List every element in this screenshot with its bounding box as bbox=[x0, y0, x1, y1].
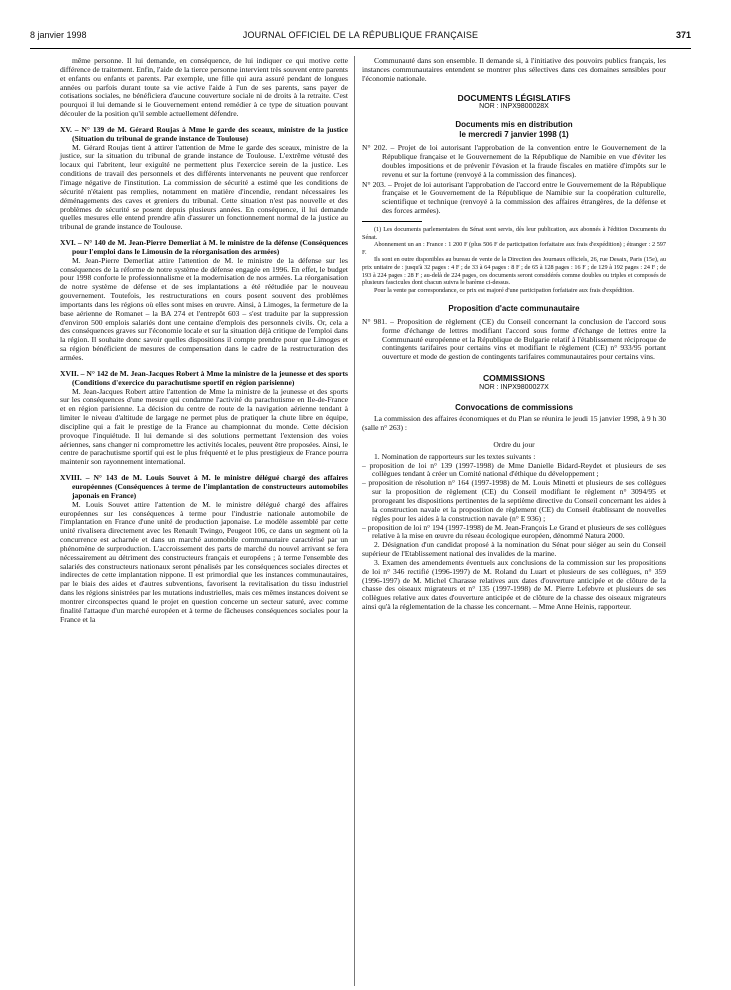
question-142-title: XVII. – N° 142 de M. Jean-Jacques Robert à Mme la ministre de la jeunesse et des sports (Conditions d'exercice du parachutisme sportif en région parisienne) bbox=[60, 368, 348, 387]
header-date: 8 janvier 1998 bbox=[30, 30, 87, 40]
question-143-body: M. Louis Souvet attire l'attention de M. le ministre délégué chargé des affaires européennes sur les conséquences à terme pour l'industrie nationale automobile de l'implantation en France d'une unité de production japonaise. Le modèle assemblé par cette unité rivalisera directement avec les Renault Twingo, Peugeot 106, ce dans un segment où la concurrence est acharnée et dans un marché automobile communautaire caractérisé par un phénomène de surproduction. L'accroissement des parts de marché du nouvel arrivant se fera nécessairement au détriment des constructeurs français et européens ; à terme l'ensemble des salariés des constructeurs nationaux seront pénalisés par les conséquences sociales directes et indirectes de cette implantation nippone. Il est primordial que les instances communautaires, par le biais des aides et d'autres subventions, favorisent la revitalisation du tissu industriel dans les régions sinistrées par les mutations industrielles, mais ces mêmes instances doivent se montrer circonspectes quand le projet en question concerne un secteur saturé, avec comme finalité l'attaque d'un marché européen et à terme de fâcheuses conséquences sociales pour la France et la bbox=[60, 499, 348, 624]
agenda-item-1a: – proposition de loi n° 139 (1997-1998) de Mme Danielle Bidard-Reydet et plusieurs de ses collègues tendant à créer un Comité national d'éthique du développement ; bbox=[362, 460, 666, 479]
footnote-separator bbox=[362, 221, 422, 222]
question-139-body: M. Gérard Roujas tient à attirer l'attention de Mme le garde des sceaux, ministre de la justice, sur la situation du tribunal de grande instance de Toulouse. L'extrême vétusté des locaux qui l'abritent, leur exiguïté ne permettent plus l'exercice serein de la justice. Les conditions de travail des personnels et des différents intervenants ne peuvent que renforcer l'image négative de l'institution. La commission de sécurité a estimé que les conditions de sécurité n'étaient pas remplies, notamment en matière d'incendie, rendant nécessaires les déménagements des caves et greniers du tribunal. Cette situation n'est pas nouvelle et des problèmes de sécurité se posent depuis plusieurs années. En conséquence, il lui demande quelles mesures elle entend prendre afin d'assurer un fonctionnement normal de la justice au tribunal de grande instance de Toulouse. bbox=[60, 142, 348, 232]
documents-nor: NOR : INPX9800028X bbox=[479, 103, 549, 111]
documents-subheading-1: Documents mis en distribution bbox=[455, 120, 573, 130]
question-140-body: M. Jean-Pierre Demerliat attire l'attention de M. le ministre de la défense sur les conséquences de la réforme de notre système de défense engagée en 1996. En effet, le budget pour 1998 conforte le professionnalisme et la modernisation de nos armées. La réorganisation de notre système de défense et de ses implantations a été réétudiée par le nouveau gouvernement. Toutefois, les restructurations en cours posent souvent des problèmes importants dans les régions où elles sont mises en œuvre. Ainsi, à Limoges, la fermeture de la base aérienne de Romanet – la BA 274 et l'entrepôt 603 – s'est traduite par la suppression d'environ 500 emplois salariés dont une centaine d'emplois des personnels civils. Or, cela a des conséquences graves sur l'économie locale et sur la situation déjà critique de l'emploi dans la région. Il souhaite donc savoir quelles dispositions il compte prendre pour que Limoges et sa région bénéficient de mesures de compensation dans le cadre de la restructuration des armées. bbox=[60, 255, 348, 362]
footnote-mail: Pour la vente par correspondance, ce prix est majoré d'une participation forfaitaire aux frais d'expédition. bbox=[374, 286, 634, 294]
agenda-item-2: 2. Désignation d'un candidat proposé à la nomination du Sénat pour siéger au sein du Conseil supérieur de l'Etablissement national des invalides de la marine. bbox=[362, 540, 666, 559]
documents-subheading-2: le mercredi 7 janvier 1998 (1) bbox=[459, 129, 569, 139]
footnote-1: (1) Les documents parlementaires du Sénat sont servis, dès leur publication, aux abonnés à l'édition Documents du Sénat. bbox=[362, 225, 666, 241]
page-number: 371 bbox=[675, 30, 691, 40]
proposition-981: N° 981. – Proposition de règlement (CE) du Conseil concernant la conclusion de l'accord sous forme d'échange de lettres modifiant l'accord sous forme d'échange de lettres entre la Communauté européenne et la République de Bulgarie relatif à l'établissement réciproque de contingents tarifaires pour certains vins et modifiant le règlement (CE) n° 933/95 portant ouverture et mode de gestion de contingents tarifaires communautaires pour certains vins. bbox=[362, 316, 666, 362]
column-divider bbox=[354, 56, 355, 986]
footnote-prices: Ils sont en outre disponibles au bureau de vente de la Direction des Journaux officiels, 26, rue Desaix, Paris (15e), au prix unitaire de : jusqu'à 32 pages : 4 F ; de 33 à 64 pages : 8 F ; de 65 à 128 pages : 16 F ; de 129 à 192 pages : 24 F ; de 193 à 224 pages : 28 F ; au-delà de 224 pages, ces documents seront considérés comme doubles ou triples et composés de plusieurs fascicules dont chacun suivra le barème ci-dessus. bbox=[362, 256, 666, 287]
document-202: N° 202. – Projet de loi autorisant l'approbation de la convention entre le Gouvernement de la République française et le Gouvernement de la République de Namibie en vue d'éviter les doubles impositions et de prévenir l'évasion et la fraude fiscales en matière d'impôts sur le revenu et sur la fortune (renvoyé à la commission des finances). bbox=[362, 143, 666, 179]
page-header bbox=[30, 30, 691, 46]
agenda-item-1c: – proposition de loi n° 194 (1997-1998) de M. Jean-François Le Grand et plusieurs de ses collègues relative à la mise en œuvre du réseau écologique européen, dénommé Natura 2000. bbox=[362, 522, 666, 541]
convocations-heading: Convocations de commissions bbox=[455, 402, 573, 412]
commissions-nor: NOR : INPX9800027X bbox=[479, 383, 549, 391]
question-143-title: XVIII. – N° 143 de M. Louis Souvet à M. le ministre délégué chargé des affaires européennes (Conséquences à terme de l'implantation de constructeurs automobiles japonais en France) bbox=[60, 473, 348, 500]
commissions-heading: COMMISSIONS bbox=[482, 373, 546, 384]
question-142-body: M. Jean-Jacques Robert attire l'attention de Mme la ministre de la jeunesse et des sports sur les conséquences d'une mesure qui condamne l'activité du parachutisme en Ile-de-France et en région parisienne. La décision du centre de route de la navigation aérienne tendant à limiter le niveau d'altitude de largage ne permet plus de pratiquer la chute libre en équipe, discipline qui a fait le prestige de la France au championnat du monde. Cette décision provoque l'inquiétude. Il lui demande si des solutions permettant l'extension des voies aériennes, sans changer ni compromettre les activités locales, peuvent être proposées. Ainsi, le centre de parachutisme sportif qui est le plus fréquenté et le plus prestigieux de France pourra maintenir son rayonnement international. bbox=[60, 386, 348, 467]
convocation-text: La commission des affaires économiques et du Plan se réunira le jeudi 15 janvier 1998, à 9 h 30 (salle n° 263) : bbox=[362, 414, 666, 433]
documents-heading: DOCUMENTS LÉGISLATIFS bbox=[457, 92, 571, 103]
proposition-heading: Proposition d'acte communautaire bbox=[448, 304, 580, 314]
footnote-subscription: Abonnement un an : France : 1 200 F (plus 506 F de participation forfaitaire aux frais d'expédition) ; étranger : 2 597 F. bbox=[362, 241, 666, 256]
left-column bbox=[60, 57, 348, 624]
intro-paragraph: même personne. Il lui demande, en conséquence, de lui indiquer ce qui motive cette différence de traitement. Enfin, l'aide de la tierce personne intervient très souvent entre parents et enfants ou enfants et parents. Par exemple, une fille qui aura assuré pendant de longues années ou parfois durant toute sa vie active l'aide à l'un de ses parents, sans payer de cotisations sociales, ne bénéficiera d'aucune couverture sociale ni de droits à la retraite. C'est pourquoi il lui demande si le Gouvernement entend remédier à ce type de situation pouvant découler de la position qu'il semble actuellement défendre. bbox=[60, 56, 348, 119]
agenda-item-1: 1. Nomination de rapporteurs sur les textes suivants : bbox=[374, 451, 536, 461]
continued-paragraph: Communauté dans son ensemble. Il demande si, à l'initiative des pouvoirs publics français, les instances communautaires entendent se montrer plus sélectives dans ces domaines sensibles pour l'économie nationale. bbox=[362, 56, 666, 83]
question-140-title: XVI. – N° 140 de M. Jean-Pierre Demerliat à M. le ministre de la défense (Conséquences pour l'emploi dans le Limousin de la réorganisation des armées) bbox=[60, 238, 348, 256]
agenda-item-3: 3. Examen des amendements éventuels aux conclusions de la commission sur les propositions de loi n° 346 rectifié (1996-1997) de M. Roland du Luart et plusieurs de ses collègues, n° 359 (1996-1997) de M. Michel Charasse relatives aux dates d'ouverture anticipée et de clôture de la chasse des oiseaux migrateurs et n° 135 (1997-1998) de M. Pierre Lefebvre et plusieurs de ses collègues relative aux dates d'ouverture anticipée et de clôture de la chasse des oiseaux migrateurs ainsi qu'à la réglementation de la chasse les concernant. – Mme Anne Heinis, rapporteur. bbox=[362, 557, 666, 612]
agenda-heading: Ordre du jour bbox=[493, 439, 535, 449]
agenda-item-1b: – proposition de résolution n° 164 (1997-1998) de M. Louis Minetti et plusieurs de ses collègues sur la proposition de règlement (CE) du Conseil modifiant le règlement n° 3094/95 et prorogeant les dispositions pertinentes de la septième directive du Conseil concernant les aides à la construction navale et la proposition de règlement (CE) du Conseil établissant de nouvelles règles pour les aides à la construction navale (n° E 936) ; bbox=[362, 478, 666, 523]
journal-title: JOURNAL OFFICIEL DE LA RÉPUBLIQUE FRANÇAISE bbox=[242, 30, 479, 40]
question-139-title: XV. – N° 139 de M. Gérard Roujas à Mme le garde des sceaux, ministre de la justice (Situation du tribunal de grande instance de Toulouse) bbox=[60, 124, 348, 143]
right-column bbox=[362, 57, 666, 612]
document-203: N° 203. – Projet de loi autorisant l'approbation de l'accord entre le Gouvernement de la République française et le Gouvernement de la République de Namibie sur la coopération culturelle, scientifique et technique (renvoyé à la commission des affaires étrangères, de la défense et des forces armées). bbox=[362, 179, 666, 216]
header-rule bbox=[30, 48, 691, 49]
